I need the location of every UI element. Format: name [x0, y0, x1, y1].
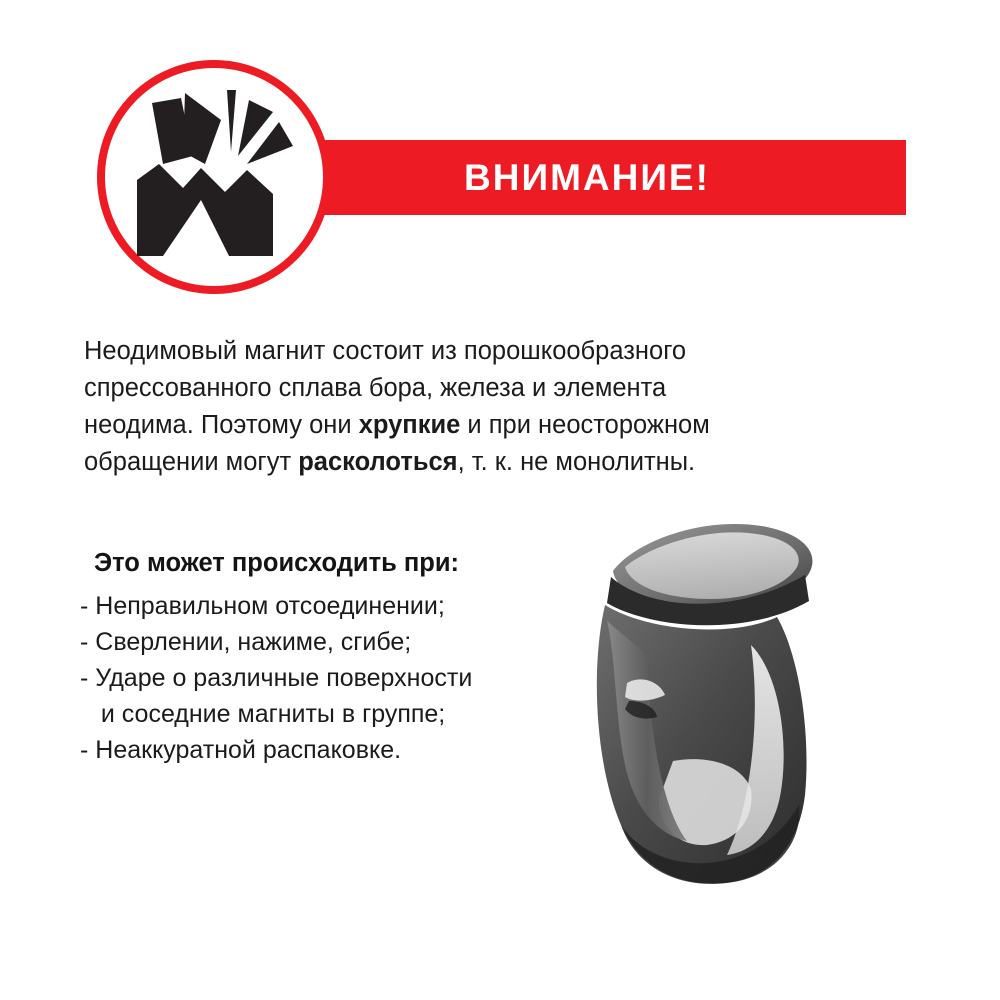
intro-line-2: спрессованного сплава бора, железа и элемента — [84, 374, 667, 402]
broken-neodymium-magnet-photo — [555, 505, 845, 895]
list-item: - Сверлении, нажиме, сгибе; — [80, 628, 412, 656]
causes-block — [80, 546, 570, 768]
intro-line-3 — [84, 407, 884, 444]
shattering-magnet-icon — [97, 60, 331, 294]
intro-emphasis-fragile: хрупкие — [358, 411, 461, 439]
causes-list — [80, 588, 570, 768]
list-item: и соседние магниты в группе; — [80, 700, 446, 728]
warning-header — [0, 0, 1000, 310]
intro-line-4-text-b: , т. к. не монолитны. — [457, 448, 696, 476]
warning-banner — [268, 140, 906, 215]
list-item: - Неаккуратной распаковке. — [80, 736, 402, 764]
intro-line-3-text-a: неодима. Поэтому они — [84, 411, 359, 439]
intro-line-1: Неодимовый магнит состоит из порошкообразного — [84, 337, 687, 365]
list-item: - Неправильном отсоединении; — [80, 592, 445, 620]
list-item: - Ударе о различные поверхности — [80, 664, 473, 692]
intro-line-3-text-b: и при неосторожном — [460, 411, 710, 439]
causes-title: Это может происходить при: — [94, 549, 460, 577]
intro-paragraph — [84, 333, 884, 481]
intro-emphasis-split: расколоться — [298, 448, 458, 476]
warning-banner-label: ВНИМАНИЕ! — [464, 156, 710, 198]
intro-line-4 — [84, 444, 884, 481]
intro-line-4-text-a: обращении могут — [84, 448, 299, 476]
